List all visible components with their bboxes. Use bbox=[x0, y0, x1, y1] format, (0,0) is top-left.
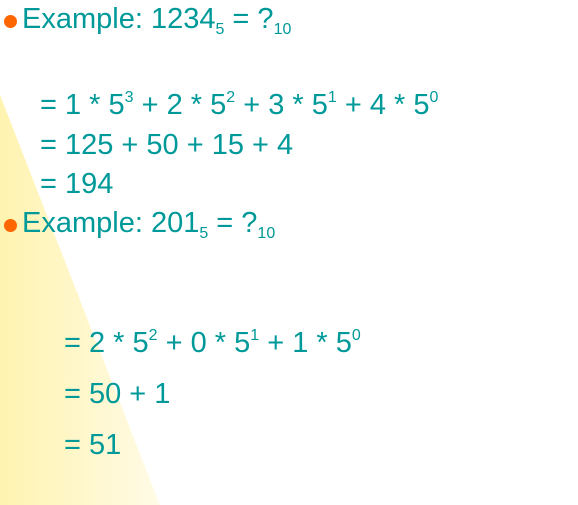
example-2-result bbox=[64, 428, 121, 462]
math-text: = 50 + 1 bbox=[64, 378, 171, 410]
math-text: = 2 * 5 bbox=[64, 327, 149, 359]
math-text: + 0 * 5 bbox=[157, 327, 251, 359]
example-2-sum bbox=[64, 377, 170, 411]
exponent: 0 bbox=[429, 89, 439, 106]
math-text: = 51 bbox=[64, 429, 122, 461]
math-text: = 125 + 50 + 15 + 4 bbox=[40, 129, 294, 161]
exponent: 2 bbox=[148, 327, 158, 344]
exponent: 2 bbox=[226, 89, 236, 106]
example-1-result bbox=[40, 167, 113, 201]
math-text: + 1 * 5 bbox=[259, 327, 352, 359]
exponent: 1 bbox=[327, 89, 337, 106]
example-2-heading: Example: $201_5$ = $?_{10}$ bbox=[22, 207, 276, 242]
math-text: = 1 * 5 bbox=[40, 89, 125, 121]
example-1-sum bbox=[40, 128, 293, 162]
math-text: + 4 * 5 bbox=[336, 89, 430, 121]
example-1-expansion bbox=[40, 88, 438, 122]
example-1-heading: Example: $1234_5$ = $?_{10}$ bbox=[22, 3, 292, 38]
exponent: 3 bbox=[124, 89, 134, 106]
exponent: 0 bbox=[351, 327, 361, 344]
bullet-icon bbox=[4, 15, 17, 28]
exponent: 1 bbox=[250, 327, 260, 344]
math-text: + 3 * 5 bbox=[235, 89, 328, 121]
math-text: + 2 * 5 bbox=[133, 89, 227, 121]
math-text: = 194 bbox=[40, 168, 114, 200]
example-2-expansion bbox=[64, 326, 361, 360]
bullet-icon bbox=[4, 219, 17, 232]
